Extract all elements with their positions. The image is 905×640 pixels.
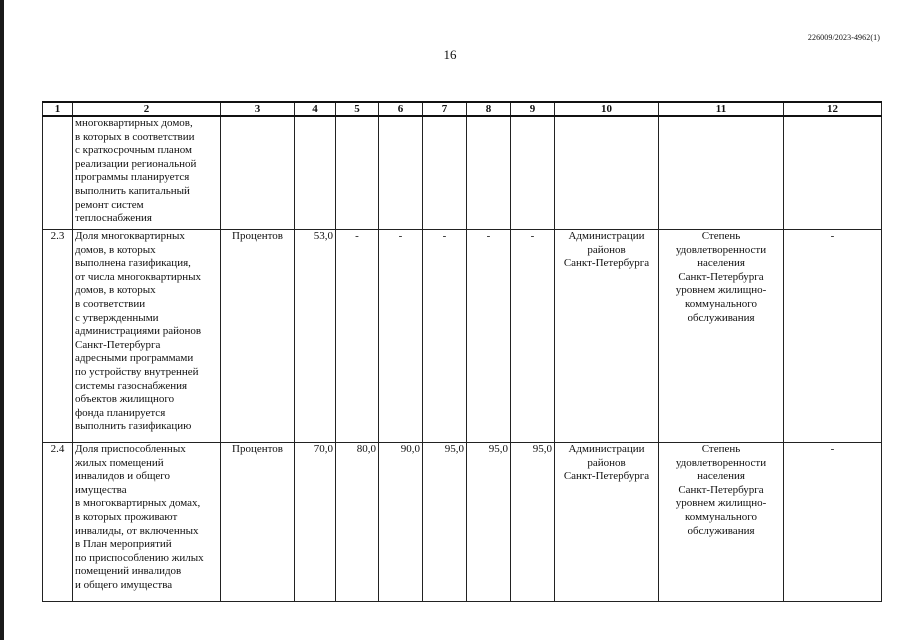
note-cell: -: [784, 443, 882, 602]
value-cell: 80,0: [336, 443, 379, 602]
header-cell: 1: [43, 102, 73, 116]
indicator-name-cell: Доля многоквартирных домов, в которых выполнена газификация, от числа многоквартирных домов, в которых в соответствии с утвержденными администрациями районов Санкт-Петербурга адресными программами по устройству внутренней системы газоснабжения объектов жилищного фонда планируется выполнить газификацию: [73, 230, 221, 443]
header-cell: 6: [379, 102, 423, 116]
table-row: [43, 230, 882, 443]
indicator-name-cell: Доля приспособленных жилых помещений инвалидов и общего имущества в многоквартирных домах, в которых проживают инвалиды, от включенных в План мероприятий по приспособлению жилых помещений инвалидов и общего имущества: [73, 443, 221, 602]
unit-cell: Процентов: [221, 230, 295, 443]
header-cell: 12: [784, 102, 882, 116]
note-cell: [784, 116, 882, 230]
document-id: 226009/2023-4962(1): [807, 33, 880, 42]
page-number: 16: [443, 47, 457, 62]
value-cell: [423, 116, 467, 230]
header-cell: 8: [467, 102, 511, 116]
value-cell: 53,0: [295, 230, 336, 443]
value-cell: [379, 116, 423, 230]
responsible-cell: [555, 116, 659, 230]
value-cell: -: [336, 230, 379, 443]
header-cell: 3: [221, 102, 295, 116]
value-cell: 95,0: [511, 443, 555, 602]
note-cell: -: [784, 230, 882, 443]
header-cell: 4: [295, 102, 336, 116]
value-cell: [336, 116, 379, 230]
value-cell: -: [423, 230, 467, 443]
value-cell: 70,0: [295, 443, 336, 602]
header-cell: 2: [73, 102, 221, 116]
value-cell: -: [379, 230, 423, 443]
goal-indicator-cell: [659, 116, 784, 230]
value-cell: -: [511, 230, 555, 443]
row-number-cell: 2.4: [43, 443, 73, 602]
indicators-table: [42, 101, 882, 602]
value-cell: -: [467, 230, 511, 443]
value-cell: 95,0: [467, 443, 511, 602]
row-number-cell: 2.3: [43, 230, 73, 443]
header-cell: 10: [555, 102, 659, 116]
unit-cell: [221, 116, 295, 230]
header-cell: 11: [659, 102, 784, 116]
table-row: [43, 116, 882, 230]
value-cell: 95,0: [423, 443, 467, 602]
header-row: [43, 102, 882, 116]
responsible-cell: Администрации районов Санкт-Петербурга: [555, 443, 659, 602]
value-cell: [295, 116, 336, 230]
value-cell: [511, 116, 555, 230]
value-cell: [467, 116, 511, 230]
header-cell: 7: [423, 102, 467, 116]
unit-cell: Процентов: [221, 443, 295, 602]
header-cell: 9: [511, 102, 555, 116]
value-cell: 90,0: [379, 443, 423, 602]
indicator-name-cell: многоквартирных домов, в которых в соответствии с краткосрочным планом реализации региональной программы планируется выполнить капитальный ремонт систем теплоснабжения: [73, 116, 221, 230]
scan-edge: [0, 0, 4, 640]
goal-indicator-cell: Степень удовлетворенности населения Санкт-Петербурга уровнем жилищно- коммунального обслуживания: [659, 230, 784, 443]
table-row: [43, 443, 882, 602]
row-number-cell: [43, 116, 73, 230]
responsible-cell: Администрации районов Санкт-Петербурга: [555, 230, 659, 443]
goal-indicator-cell: Степень удовлетворенности населения Санкт-Петербурга уровнем жилищно- коммунального обслуживания: [659, 443, 784, 602]
header-cell: 5: [336, 102, 379, 116]
